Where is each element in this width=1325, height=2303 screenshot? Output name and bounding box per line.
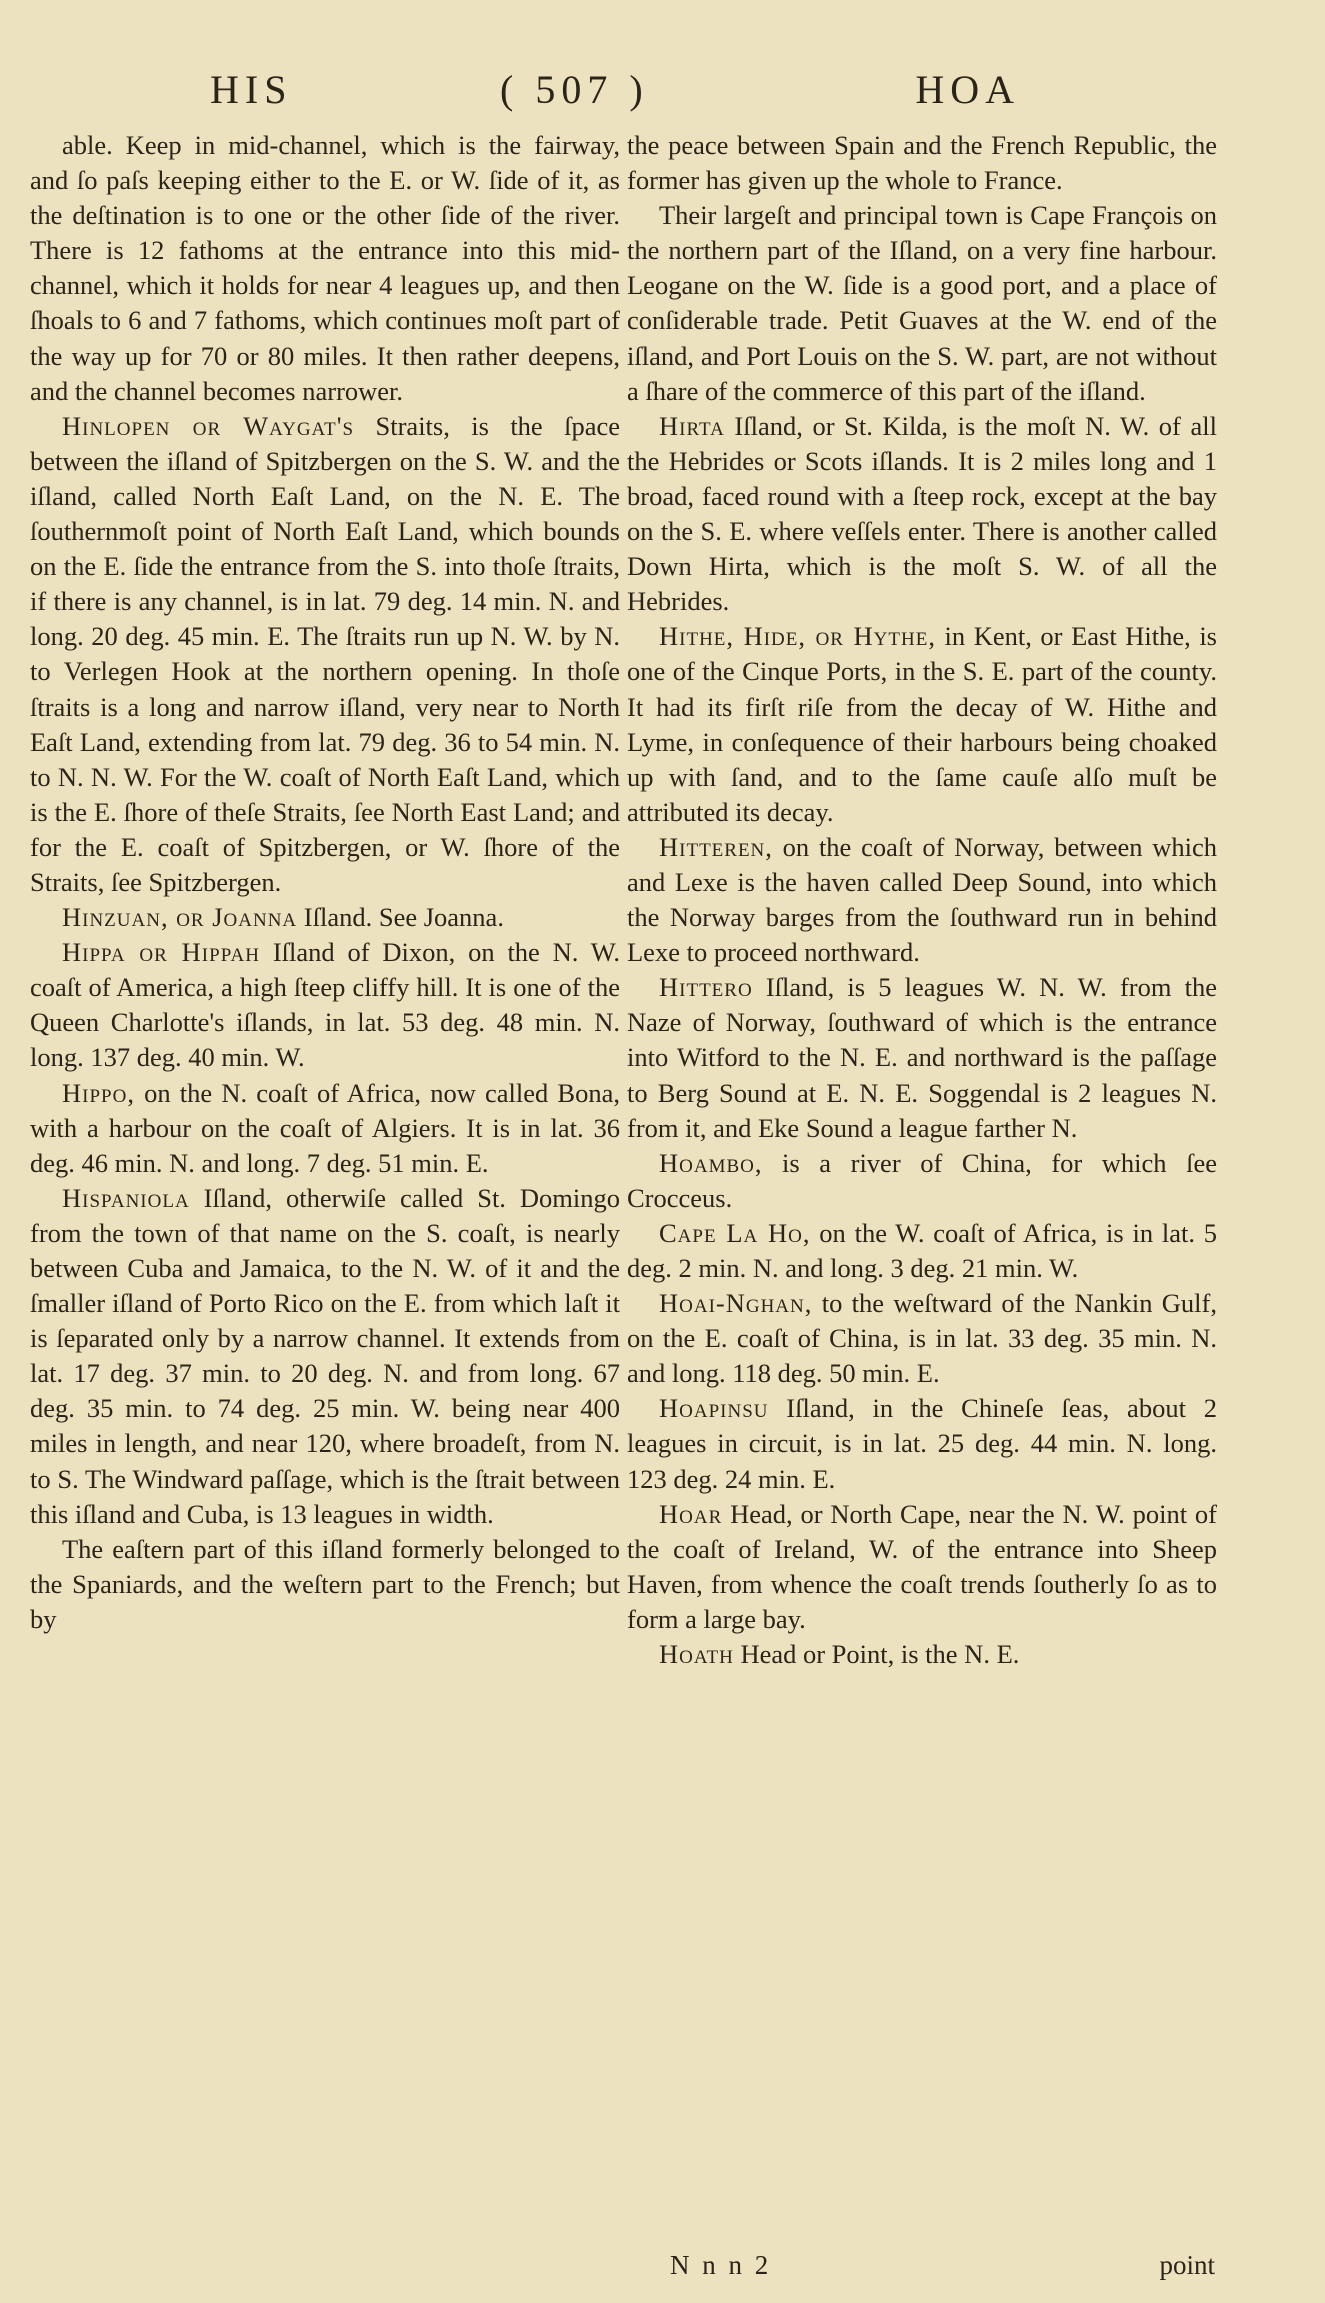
- entry-heading: Cape La Ho,: [659, 1217, 811, 1248]
- entry-heading: Hippa or Hippah: [62, 937, 260, 968]
- left-column: [30, 128, 620, 1637]
- entry-heading: Hinlopen or Waygat's: [62, 410, 355, 441]
- paragraph: [30, 1181, 620, 1532]
- entry-text: Straits, is the ſpace between the iſland of Spitzbergen on the S. W. and the iſland, called North Eaſt Land, on the N. E. The ſouthernmoſt point of North Eaſt Land, which bounds on the E. ſide the entrance from the S. into thoſe ſtraits, if there is any channel, is in lat. 79 deg. 14 min. N. and long. 20 deg. 45 min. E. The ſtraits run up N. W. by N. to Verlegen Hook at the northern opening. In thoſe ſtraits is a long and narrow iſland, very near to North Eaſt Land, extending from lat. 79 deg. 36 to 54 min. N. to N. N. W. For the W. coaſt of North Eaſt Land, which is the E. ſhore of theſe Straits, ſee North East Land; and for the E. coaſt of Spitzbergen, or W. ſhore of the Straits, ſee Spitzbergen.: [30, 410, 620, 897]
- paragraph: [30, 935, 620, 1075]
- page-number: ( 507 ): [500, 67, 649, 112]
- paragraph: [627, 1497, 1217, 1637]
- paragraph: [30, 409, 620, 900]
- header-left: HIS: [210, 67, 293, 112]
- entry-text: Their largeſt and principal town is Cape François on the northern part of the Iſland, on a very fine harbour. Leogane on the W. ſide is a good port, and a place of conſiderable trade. Petit Guaves at the W. end of the iſland, and Port Louis on the S. W. part, are not without a ſhare of the commerce of this part of the iſland.: [627, 200, 1217, 406]
- entry-text: Iſland, or St. Kilda, is the moſt N. W. of all the Hebrides or Scots iſlands. It is 2 miles long and 1 broad, faced round with a ſteep rock, except at the bay on the S. E. where veſſels enter. There is another called Down Hirta, which is the moſt S. W. of all the Hebrides.: [627, 410, 1217, 617]
- paragraph: [627, 1391, 1217, 1496]
- paragraph: [627, 1637, 1217, 1672]
- paragraph: [30, 1076, 620, 1181]
- paragraph: [627, 409, 1217, 620]
- entry-heading: Hinzuan, or Joanna: [62, 902, 298, 933]
- entry-text: Iſland of Dixon, on the N. W. coaſt of America, a high ſteep cliffy hill. It is one of the Queen Charlotte's iſlands, in lat. 53 deg. 48 min. N. long. 137 deg. 40 min. W.: [30, 937, 620, 1073]
- entry-text: to the weſtward of the Nankin Gulf, on the E. coaſt of China, is in lat. 33 deg. 35 min. N. and long. 118 deg. 50 min. E.: [627, 1288, 1217, 1389]
- paragraph: [627, 619, 1217, 830]
- entry-heading: Hoath: [659, 1639, 734, 1670]
- entry-text: Head, or North Cape, near the N. W. point of the coaſt of Ireland, W. of the entrance into Sheep Haven, from whence the coaſt trends ſoutherly ſo as to form a large bay.: [627, 1498, 1217, 1634]
- paragraph: [30, 900, 620, 935]
- paragraph: [627, 128, 1217, 198]
- paragraph: [30, 1532, 620, 1637]
- paragraph: [627, 1146, 1217, 1216]
- entry-heading: Hispaniola: [62, 1182, 190, 1213]
- entry-heading: Hittero: [659, 972, 753, 1003]
- entry-heading: Hirta: [659, 410, 725, 441]
- running-header: [200, 66, 1020, 126]
- paragraph: [627, 970, 1217, 1145]
- page-footer: [670, 2250, 1230, 2290]
- entry-heading: Hoar: [659, 1498, 723, 1529]
- catchword: point: [1159, 2250, 1215, 2280]
- right-column: [627, 128, 1217, 1672]
- entry-text: the peace between Spain and the French Republic, the former has given up the whole to France.: [627, 130, 1217, 196]
- entry-text: Head or Point, is the N. E.: [733, 1639, 1020, 1670]
- paragraph: [627, 1286, 1217, 1391]
- signature-mark: N n n 2: [670, 2250, 772, 2280]
- entry-text: on the coaſt of Norway, between which and Lexe is the haven called Deep Sound, into which the Norway barges from the ſouthward run in behind Lexe to proceed northward.: [627, 831, 1217, 968]
- entry-text: on the W. coaſt of Africa, is in lat. 5 deg. 2 min. N. and long. 3 deg. 21 min. W.: [627, 1217, 1217, 1283]
- entry-text: in Kent, or East Hithe, is one of the Cinque Ports, in the S. E. part of the county. It had its firſt riſe from the decay of W. Hithe and Lyme, in conſequence of their harbours being choaked up with ſand, and to the ſame cauſe alſo muſt be attributed its decay.: [627, 621, 1217, 827]
- entry-heading: Hoapinsu: [659, 1393, 769, 1424]
- paragraph: [627, 1216, 1217, 1286]
- entry-text: Iſland, in the Chineſe ſeas, about 2 leagues in circuit, is in lat. 25 deg. 44 min. N. long. 123 deg. 24 min. E.: [627, 1393, 1217, 1494]
- paragraph: [30, 128, 620, 409]
- header-right: HOA: [915, 67, 1020, 112]
- entry-heading: Hitteren,: [659, 831, 773, 862]
- entry-heading: Hithe, Hide, or Hythe,: [659, 621, 936, 652]
- entry-text: able. Keep in mid-channel, which is the fairway, and ſo paſs keeping either to the E. or W. ſide of it, as the deſtination is to one or the other ſide of the river. There is 12 fathoms at the entrance into this mid-channel, which it holds for near 4 leagues up, and then ſhoals to 6 and 7 fathoms, which continues moſt part of the way up for 70 or 80 miles. It then rather deepens, and the channel becomes narrower.: [30, 130, 620, 406]
- entry-text: The eaſtern part of this iſland formerly belonged to the Spaniards, and the weſtern part to the French; but by: [30, 1533, 620, 1634]
- paragraph: [627, 830, 1217, 970]
- entry-text: Iſland, is 5 leagues W. N. W. from the Naze of Norway, ſouthward of which is the entrance into Witford to the N. E. and northward is the paſſage to Berg Sound at E. N. E. Soggendal is 2 leagues N. from it, and Eke Sound a league farther N.: [627, 972, 1217, 1143]
- entry-text: Iſland, otherwiſe called St. Domingo from the town of that name on the S. coaſt, is nearly between Cuba and Jamaica, to the N. W. of it and the ſmaller iſland of Porto Rico on the E. from which laſt it is ſeparated only by a narrow channel. It extends from lat. 17 deg. 37 min. to 20 deg. N. and from long. 67 deg. 35 min. to 74 deg. 25 min. W. being near 400 miles in length, and near 120, where broadeſt, from N. to S. The Windward paſſage, which is the ſtrait between this iſland and Cuba, is 13 leagues in width.: [30, 1182, 620, 1529]
- entry-heading: Hoambo,: [659, 1147, 763, 1178]
- entry-heading: Hippo,: [62, 1077, 135, 1108]
- entry-text: on the N. coaſt of Africa, now called Bona, with a harbour on the coaſt of Algiers. It is in lat. 36 deg. 46 min. N. and long. 7 deg. 51 min. E.: [30, 1077, 620, 1178]
- entry-heading: Hoai-Nghan,: [659, 1288, 813, 1319]
- paragraph: [627, 198, 1217, 409]
- entry-text: Iſland. See Joanna.: [297, 902, 504, 933]
- entry-text: is a river of China, for which ſee Crocceus.: [627, 1147, 1217, 1213]
